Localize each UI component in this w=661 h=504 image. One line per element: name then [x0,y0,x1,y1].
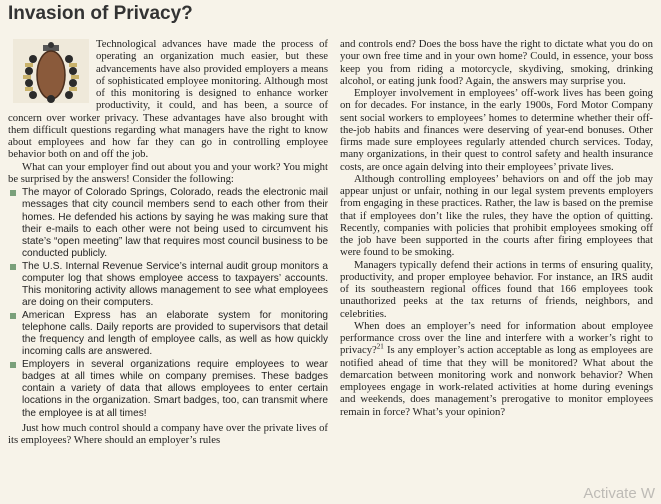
square-bullet-icon [10,264,16,270]
square-bullet-icon [10,362,16,368]
privacy-question-paragraph: When does an employer’s need for information about employee performance cross over the line and interfere with a worker’s right to privacy?$^{21}$ Is any employer’s action acceptable as long as employees are notified ahead of time that they will be monitored? What about the demarcation between monitoring work and nonwork behavior? When employees engage in work-related activities at home during evenings and weekends, does management’s prerogative to monitor employees remain in force? What’s your opinion? [340,319,653,418]
list-item: The mayor of Colorado Springs, Colorado, reads the electronic mail messages that city council members send to each other from their homes. He defended his actions by saying he was making sure that their e-mails to each other were not being used to circumvent his state’s “open meeting” law that requires most council business to be conducted publicly. [8,187,328,261]
activate-windows-watermark: Activate W [583,485,655,502]
legal-paragraph: Although controlling employees’ behaviors on and off the job may appear unjust or unfair, nothing in our legal system prevents employers from engaging in these practices. Rather, the law is based on the premise that if employees don’t like the rules, they have the option of quitting. Recently, companies with policies that prohibit employees smoking off the job have been supported in the courts after firing employees that were found to be smoking. [340,172,653,259]
list-item: Employers in several organizations require employees to wear badges at all times while on company premises. These badges contain a variety of data that allows employees to enter certain locations in the organization. Smart badges, too, can transmit where the employee is at all times! [8,359,328,420]
closing-paragraph: Just how much control should a company have over the private lives of its employees? Where should an employer’s rules [8,421,328,446]
left-column [8,38,328,446]
monitoring-examples-list [8,187,328,420]
boardroom-meeting-illustration-icon [12,38,90,104]
page-title: Invasion of Privacy? [8,3,193,24]
question-paragraph: What can your employer find out about you and your work? You might be surprised by the answers! Consider the following: [8,160,328,185]
history-paragraph: Employer involvement in employees’ off-work lives has been going on for decades. For instance, in the early 1900s, Ford Motor Company sent social workers to employees’ homes to determine whether their off-the-job habits and finances were deserving of year-end bonuses. Other firms made sure employees regularly attended church services. Today, many organizations, in their quest to control safety and health insurance costs, are once again delving into their employees’ private lives. [340,87,653,173]
list-item: American Express has an elaborate system for monitoring telephone calls. Daily reports are provided to supervisors that detail the frequency and length of employee calls, as well as how quickly incoming calls are answered. [8,310,328,359]
list-item: The U.S. Internal Revenue Service’s internal audit group monitors a computer log that shows employee access to taxpayers’ accounts. This monitoring activity allows management to see what employees are doing on their computers. [8,261,328,310]
right-column [340,38,653,418]
square-bullet-icon [10,190,16,196]
footnote-reference[interactable]: 21 [376,342,384,351]
continued-paragraph: and controls end? Does the boss have the right to dictate what you do on your own free time and in your own home? Could, in essence, your boss keep you from riding a motorcycle, skydiving, smoking, drinking alcohol, or eating junk food? Again, the answers may surprise you. [340,38,653,87]
managers-paragraph: Managers typically defend their actions in terms of ensuring quality, productivity, and proper employee behavior. For instance, an IRS audit of its southeastern regional offices found that 166 employees took unauthorized peeks at the tax returns of friends, neighbors, and celebrities. [340,258,653,320]
intro-paragraph: Technological advances have made the process of operating an organization much easier, but these advancements have also provided employers a means of sophisticated employee monitoring. Although most of this monitoring is designed to enhance worker productivity, it could, and has been, a source of concern over worker privacy. These advantages have also brought with them difficult questions regarding what managers have the right to know about employees and how far they can go in controlling employee behavior both on and off the job. [8,38,328,161]
square-bullet-icon [10,313,16,319]
